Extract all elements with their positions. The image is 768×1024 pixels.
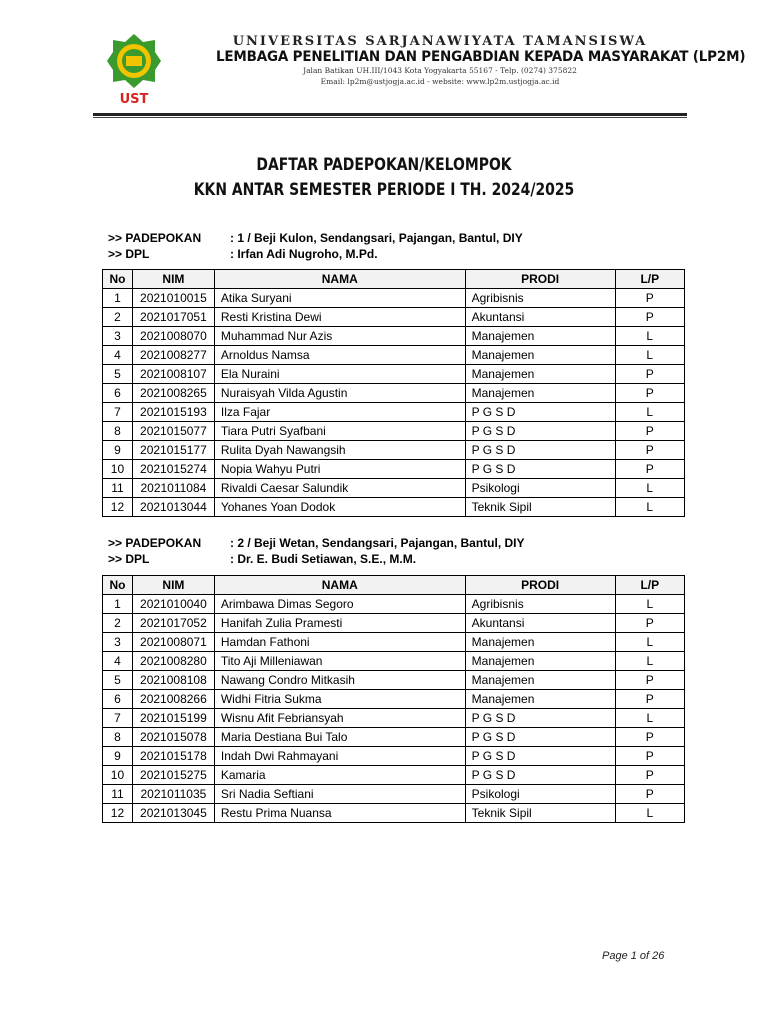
cell-nama: Tiara Putri Syafbani [214,422,465,441]
cell-lp: L [615,346,684,365]
col-nim: NIM [132,576,214,595]
cell-prodi: Manajemen [465,384,615,403]
cell-nama: Hamdan Fathoni [214,633,465,652]
table-row [103,308,685,327]
table-row [103,595,685,614]
dpl-label: >> DPL [108,247,150,261]
cell-no: 8 [103,728,133,747]
cell-lp: P [615,671,684,690]
cell-no: 2 [103,614,133,633]
cell-lp: P [615,460,684,479]
cell-no: 12 [103,498,133,517]
cell-nama: Rivaldi Caesar Salundik [214,479,465,498]
document-title: DAFTAR PADEPOKAN/KELOMPOK [256,155,512,175]
cell-nim: 2021008070 [132,327,214,346]
table-row [103,327,685,346]
table-row [103,690,685,709]
cell-nim: 2021011084 [132,479,214,498]
cell-nama: Hanifah Zulia Pramesti [214,614,465,633]
cell-nim: 2021015077 [132,422,214,441]
cell-no: 10 [103,766,133,785]
cell-nim: 2021010015 [132,289,214,308]
group-2-table [102,575,685,823]
cell-prodi: P G S D [465,403,615,422]
cell-lp: P [615,441,684,460]
letterhead-rule [93,113,687,116]
document-subtitle: KKN ANTAR SEMESTER PERIODE I TH. 2024/2025 [193,180,575,200]
col-prodi: PRODI [465,270,615,289]
cell-nim: 2021008277 [132,346,214,365]
cell-prodi: Manajemen [465,690,615,709]
group-1-table [102,269,685,517]
cell-nama: Kamaria [214,766,465,785]
cell-nim: 2021015199 [132,709,214,728]
col-no: No [103,576,133,595]
cell-prodi: P G S D [465,460,615,479]
table-row [103,422,685,441]
cell-prodi: P G S D [465,747,615,766]
cell-no: 3 [103,633,133,652]
cell-no: 9 [103,441,133,460]
table-row [103,804,685,823]
cell-no: 4 [103,652,133,671]
cell-nim: 2021015193 [132,403,214,422]
letterhead-rule-thin [93,117,687,118]
cell-nim: 2021017052 [132,614,214,633]
cell-lp: P [615,308,684,327]
table-row [103,614,685,633]
padepokan-value: : 2 / Beji Wetan, Sendangsari, Pajangan, Bantul, DIY [230,536,525,550]
table-row [103,346,685,365]
cell-no: 6 [103,384,133,403]
cell-lp: L [615,479,684,498]
table-row [103,365,685,384]
cell-lp: P [615,365,684,384]
cell-nim: 2021008107 [132,365,214,384]
cell-prodi: P G S D [465,709,615,728]
table-row [103,441,685,460]
cell-lp: L [615,595,684,614]
cell-nim: 2021013044 [132,498,214,517]
cell-no: 12 [103,804,133,823]
cell-prodi: Akuntansi [465,614,615,633]
group-1-info [108,230,523,262]
cell-nim: 2021008265 [132,384,214,403]
table-row [103,498,685,517]
cell-prodi: Manajemen [465,365,615,384]
col-lp: L/P [615,576,684,595]
cell-nama: Resti Kristina Dewi [214,308,465,327]
cell-prodi: Agribisnis [465,595,615,614]
cell-prodi: Manajemen [465,671,615,690]
cell-nim: 2021008071 [132,633,214,652]
table-header-row [103,576,685,595]
group-1-rows [103,289,685,517]
cell-nim: 2021008280 [132,652,214,671]
group-2-rows [103,595,685,823]
table-row [103,766,685,785]
cell-nama: Tito Aji Milleniawan [214,652,465,671]
col-nama: NAMA [214,270,465,289]
cell-prodi: Psikologi [465,479,615,498]
letterhead [93,30,746,116]
table-row [103,747,685,766]
cell-nim: 2021015178 [132,747,214,766]
cell-nim: 2021013045 [132,804,214,823]
cell-nama: Restu Prima Nuansa [214,804,465,823]
col-prodi: PRODI [465,576,615,595]
cell-lp: L [615,403,684,422]
cell-nama: Ilza Fajar [214,403,465,422]
cell-nama: Indah Dwi Rahmayani [214,747,465,766]
cell-nim: 2021015078 [132,728,214,747]
cell-nama: Nopia Wahyu Putri [214,460,465,479]
cell-lp: P [615,289,684,308]
cell-no: 3 [103,327,133,346]
cell-prodi: P G S D [465,422,615,441]
col-nim: NIM [132,270,214,289]
table-row [103,633,685,652]
cell-no: 2 [103,308,133,327]
letterhead-text [216,34,746,87]
address-line: Jalan Batikan UH.III/1043 Kota Yogyakarta 55167 - Telp. (0274) 375822 [303,66,577,75]
dpl-value: : Irfan Adi Nugroho, M.Pd. [230,247,378,261]
padepokan-label: >> PADEPOKAN [108,536,202,550]
cell-lp: P [615,614,684,633]
table-row [103,289,685,308]
cell-nim: 2021015177 [132,441,214,460]
table-row [103,384,685,403]
cell-nim: 2021015274 [132,460,214,479]
cell-nama: Muhammad Nur Azis [214,327,465,346]
cell-nama: Maria Destiana Bui Talo [214,728,465,747]
cell-nim: 2021008266 [132,690,214,709]
cell-nama: Sri Nadia Seftiani [214,785,465,804]
university-name: UNIVERSITAS SARJANAWIYATA TAMANSISWA [232,34,648,49]
group-2-info [108,535,525,567]
padepokan-label: >> PADEPOKAN [108,231,202,245]
cell-prodi: P G S D [465,728,615,747]
cell-prodi: Agribisnis [465,289,615,308]
cell-nama: Arnoldus Namsa [214,346,465,365]
cell-nama: Rulita Dyah Nawangsih [214,441,465,460]
dpl-label: >> DPL [108,552,150,566]
cell-no: 9 [103,747,133,766]
cell-no: 6 [103,690,133,709]
cell-nim: 2021008108 [132,671,214,690]
table-row [103,652,685,671]
cell-nama: Yohanes Yoan Dodok [214,498,465,517]
cell-lp: P [615,785,684,804]
cell-prodi: Teknik Sipil [465,498,615,517]
table-row [103,403,685,422]
table-row [103,728,685,747]
padepokan-value: : 1 / Beji Kulon, Sendangsari, Pajangan, Bantul, DIY [230,231,523,245]
logo-text: UST [119,92,149,106]
university-logo [105,32,163,106]
cell-no: 4 [103,346,133,365]
cell-nama: Ela Nuraini [214,365,465,384]
cell-lp: P [615,747,684,766]
col-no: No [103,270,133,289]
cell-lp: L [615,327,684,346]
cell-prodi: Manajemen [465,633,615,652]
cell-nama: Widhi Fitria Sukma [214,690,465,709]
cell-lp: P [615,728,684,747]
cell-no: 5 [103,671,133,690]
table-row [103,479,685,498]
cell-no: 1 [103,289,133,308]
cell-lp: L [615,709,684,728]
table-row [103,460,685,479]
cell-nim: 2021015275 [132,766,214,785]
cell-no: 11 [103,785,133,804]
cell-nama: Nawang Condro Mitkasih [214,671,465,690]
cell-no: 5 [103,365,133,384]
cell-lp: P [615,422,684,441]
col-nama: NAMA [214,576,465,595]
cell-prodi: Manajemen [465,327,615,346]
contact-line: Email: lp2m@ustjogja.ac.id - website: www.lp2m.ustjogja.ac.id [320,77,560,86]
cell-no: 11 [103,479,133,498]
cell-no: 7 [103,709,133,728]
cell-prodi: P G S D [465,766,615,785]
cell-prodi: P G S D [465,441,615,460]
cell-no: 7 [103,403,133,422]
cell-lp: L [615,652,684,671]
cell-prodi: Manajemen [465,652,615,671]
cell-nim: 2021011035 [132,785,214,804]
table-row [103,671,685,690]
cell-lp: L [615,498,684,517]
table-row [103,709,685,728]
cell-no: 10 [103,460,133,479]
dpl-value: : Dr. E. Budi Setiawan, S.E., M.M. [230,552,417,566]
cell-no: 8 [103,422,133,441]
cell-lp: P [615,384,684,403]
table-header-row [103,270,685,289]
cell-nama: Wisnu Afit Febriansyah [214,709,465,728]
col-lp: L/P [615,270,684,289]
cell-prodi: Teknik Sipil [465,804,615,823]
cell-lp: L [615,633,684,652]
cell-lp: L [615,804,684,823]
table-row [103,785,685,804]
cell-nama: Atika Suryani [214,289,465,308]
cell-lp: P [615,766,684,785]
page-number: Page 1 of 26 [602,950,665,962]
cell-nim: 2021010040 [132,595,214,614]
institute-name: LEMBAGA PENELITIAN DAN PENGABDIAN KEPADA MASYARAKAT (LP2M) [216,49,746,65]
cell-prodi: Akuntansi [465,308,615,327]
cell-nama: Nuraisyah Vilda Agustin [214,384,465,403]
cell-nim: 2021017051 [132,308,214,327]
cell-prodi: Manajemen [465,346,615,365]
cell-no: 1 [103,595,133,614]
cell-prodi: Psikologi [465,785,615,804]
cell-nama: Arimbawa Dimas Segoro [214,595,465,614]
cell-lp: P [615,690,684,709]
